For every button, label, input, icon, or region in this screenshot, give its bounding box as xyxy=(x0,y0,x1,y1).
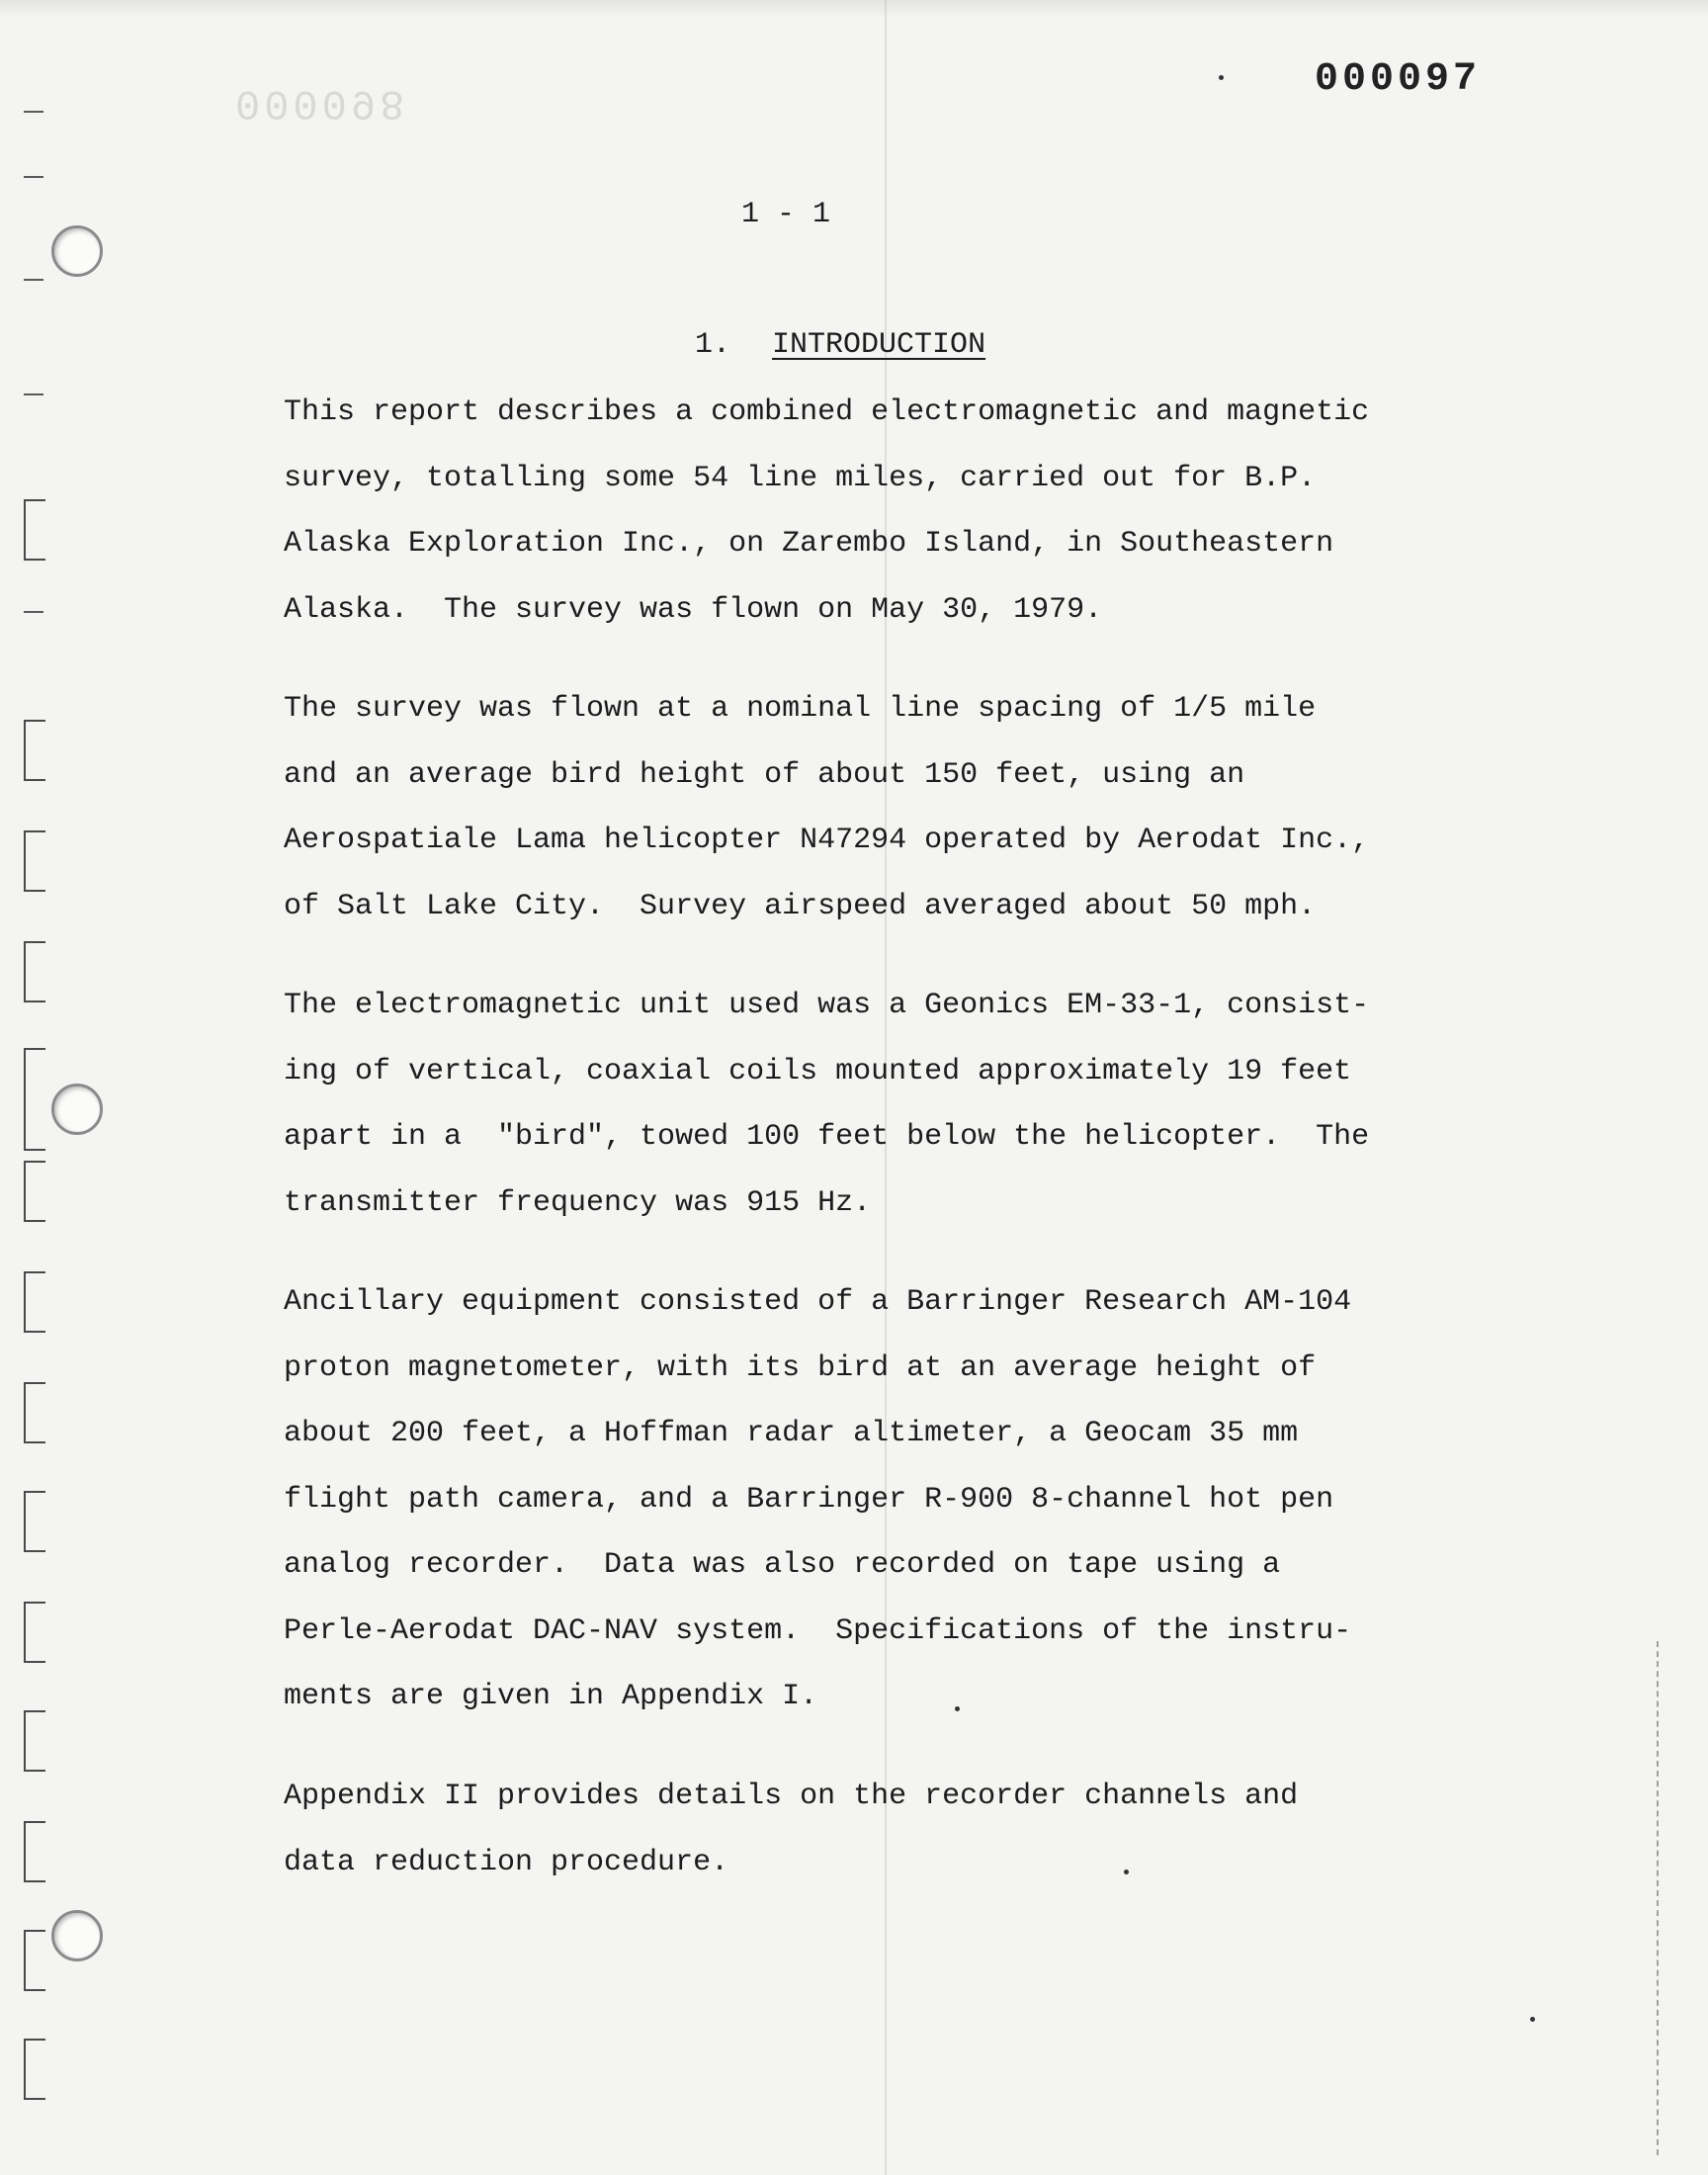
margin-bracket xyxy=(24,830,45,892)
page-top-edge xyxy=(0,0,1708,18)
margin-bracket xyxy=(24,1710,45,1772)
text-line: proton magnetometer, with its bird at an average height of xyxy=(284,1350,1317,1385)
margin-mark xyxy=(24,279,43,281)
text-line: The survey was flown at a nominal line spacing of 1/5 mile xyxy=(284,692,1317,726)
text-line: and an average bird height of about 150 feet, using an xyxy=(284,757,1245,792)
text-line: This report describes a combined electromagnetic and magnetic xyxy=(284,395,1370,429)
text-line: ing of vertical, coaxial coils mounted approximately 19 feet xyxy=(284,1054,1352,1088)
paragraph-appendix-ii xyxy=(284,1764,1298,1895)
margin-bracket xyxy=(24,941,45,1002)
margin-bracket xyxy=(24,720,45,781)
text-line: Aerospatiale Lama helicopter N47294 operated by Aerodat Inc., xyxy=(284,824,1370,857)
text-line: Alaska. The survey was flown on May 30, 1979. xyxy=(284,592,1103,627)
margin-bracket xyxy=(24,1930,45,1991)
ink-speck xyxy=(1530,2017,1535,2022)
margin-bracket xyxy=(24,1382,45,1443)
bleed-through-number: 000098 xyxy=(235,79,409,127)
text-line: Perle-Aerodat DAC-NAV system. Specifications of the instru- xyxy=(284,1613,1352,1648)
paragraph-em-unit xyxy=(284,973,1369,1236)
text-line: ments are given in Appendix I. xyxy=(284,1680,818,1713)
margin-bracket xyxy=(24,1048,45,1151)
section-title: INTRODUCTION xyxy=(772,328,986,362)
margin-mark xyxy=(24,393,43,395)
page-number-stamp: 000097 xyxy=(1315,57,1482,102)
section-page-label: 1 - 1 xyxy=(741,198,831,231)
text-line: about 200 feet, a Hoffman radar altimeter, a Geocam 35 mm xyxy=(284,1417,1299,1450)
margin-bracket xyxy=(24,1821,45,1882)
perforated-edge xyxy=(1657,1641,1659,2155)
text-line: flight path camera, and a Barringer R-900 8-channel hot pen xyxy=(284,1482,1334,1517)
text-line: analog recorder. Data was also recorded on tape using a xyxy=(284,1548,1281,1582)
margin-mark xyxy=(24,176,43,178)
binder-hole xyxy=(51,225,103,277)
text-line: The electromagnetic unit used was a Geonics EM-33-1, consist- xyxy=(284,989,1370,1022)
text-line: of Salt Lake City. Survey airspeed averaged about 50 mph. xyxy=(284,889,1317,923)
margin-bracket xyxy=(24,499,45,561)
margin-bracket xyxy=(24,1602,45,1663)
text-line: Ancillary equipment consisted of a Barringer Research AM-104 xyxy=(284,1285,1352,1319)
paragraph-flight-parameters xyxy=(284,676,1369,939)
text-line: survey, totalling some 54 line miles, carried out for B.P. xyxy=(284,461,1317,495)
margin-mark xyxy=(24,611,43,613)
text-line: Alaska Exploration Inc., on Zarembo Island, in Southeastern xyxy=(284,527,1334,561)
text-line: transmitter frequency was 915 Hz. xyxy=(284,1185,872,1220)
section-number: 1. xyxy=(695,328,731,362)
text-line: apart in a "bird", towed 100 feet below the helicopter. The xyxy=(284,1120,1370,1154)
ink-speck xyxy=(1219,75,1224,80)
margin-bracket xyxy=(24,1161,45,1222)
binder-hole xyxy=(51,1084,103,1135)
margin-bracket xyxy=(24,2039,45,2100)
paragraph-ancillary-equipment xyxy=(284,1269,1351,1730)
binder-hole xyxy=(51,1910,103,1961)
margin-mark xyxy=(24,111,43,113)
text-line: Appendix II provides details on the recorder channels and xyxy=(284,1780,1299,1813)
text-line: data reduction procedure. xyxy=(284,1845,729,1879)
margin-bracket xyxy=(24,1491,45,1552)
paragraph-survey-overview xyxy=(284,380,1369,643)
margin-bracket xyxy=(24,1271,45,1333)
